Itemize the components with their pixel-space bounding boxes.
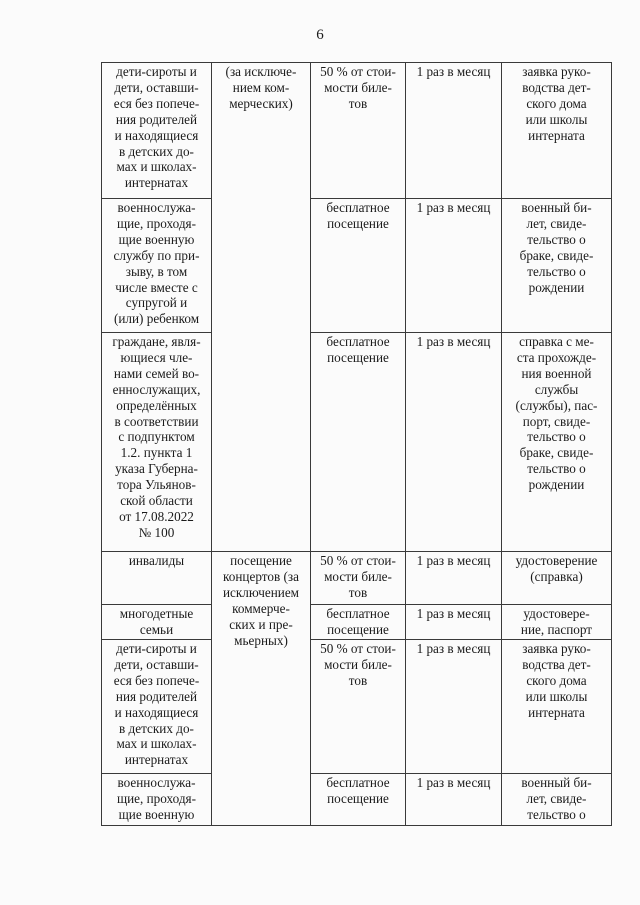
frequency-cell [406,640,502,774]
cell-line: (за исключе- [225,64,297,79]
cell-line: заявка руко- [522,641,591,656]
category-cell [102,333,212,552]
table-row [102,552,612,605]
cell-line: в детских до- [119,720,194,736]
cell-line: еся без попече- [113,672,200,688]
cell-line: ние, паспорт [520,621,593,637]
cell-line: щие военную [118,806,195,822]
cell-line: ста прохожде- [516,349,597,365]
cell-line: 50 % от стои- [320,641,396,656]
cell-line: в детских до- [119,143,194,159]
cell-line: 1 раз в месяц [416,64,491,79]
cell-line: рождении [528,477,585,493]
cell-line: коммерче- [232,600,290,616]
cell-line: рождении [528,279,585,295]
cell-line: мости биле- [324,568,392,584]
cell-line: ских и пре- [229,616,293,632]
cell-line: ния родителей [115,688,198,704]
frequency-cell [406,63,502,199]
cell-line: или школы [525,111,588,127]
cell-line: щие, проходя- [116,215,197,231]
cell-line: (службы), пас- [515,397,598,413]
cell-line: числе вместе с [115,279,198,295]
cell-line: семьи [139,621,174,637]
cell-line: военнослужа- [117,200,196,215]
cell-line: или школы [525,688,588,704]
document-cell [502,605,612,640]
cell-line: мости биле- [324,79,392,95]
cell-line: удостоверение [515,553,598,568]
cell-line: посещение [327,621,389,637]
frequency-cell [406,605,502,640]
cell-line: бесплатное [326,200,390,215]
cell-line: определённых [116,397,197,413]
cell-line: 1 раз в месяц [416,641,491,656]
frequency-cell [406,199,502,333]
cell-line: 50 % от стои- [320,553,396,568]
table-row [102,63,612,199]
cell-line: щие, проходя- [116,790,197,806]
cell-line: многодетные [119,606,194,621]
document-cell [502,640,612,774]
cell-line: тельство о [527,429,586,445]
table-row [102,333,612,552]
table-row [102,199,612,333]
service-cell [212,63,311,552]
cell-line: 1 раз в месяц [416,334,491,349]
cell-line: 1.2. пункта 1 [120,445,193,461]
cell-line: нием ком- [232,79,290,95]
cell-line: ющиеся чле- [120,349,193,365]
document-cell [502,333,612,552]
cell-line: от 17.08.2022 [119,508,194,524]
cell-line: инвалиды [128,553,185,568]
document-cell [502,774,612,826]
cell-line: концертов (за [223,568,299,584]
table-row [102,605,612,640]
cell-line: тельство о [527,231,586,247]
cell-line: щие военную [118,231,195,247]
cell-line: ния военной [521,365,592,381]
discount-cell [311,640,406,774]
cell-line: супругой и [125,295,188,311]
cell-line: тельство о [527,806,586,822]
cell-line: тов [348,672,368,688]
cell-line: (справка) [530,568,583,584]
cell-line: указа Губерна- [115,461,198,477]
cell-line: службу по при- [113,247,200,263]
discount-cell [311,552,406,605]
cell-line: мах и школах- [116,736,197,752]
cell-line: справка с ме- [519,334,594,349]
cell-line: посещение [327,349,389,365]
frequency-cell [406,552,502,605]
cell-line: браке, свиде- [519,445,594,461]
cell-line: военнослужа- [117,775,196,790]
cell-line: тов [348,584,368,600]
category-cell [102,63,212,199]
cell-line: бесплатное [326,334,390,349]
cell-line: заявка руко- [522,64,591,79]
discount-cell [311,605,406,640]
cell-line: службы [534,381,579,397]
frequency-cell [406,333,502,552]
cell-line: посещение [327,790,389,806]
page-number: 6 [316,27,324,43]
cell-line: интерната [528,704,585,720]
category-cell [102,552,212,605]
cell-line: водства дет- [522,79,591,95]
benefits-table [101,62,612,826]
cell-line: мерческих) [229,95,293,111]
document-cell [502,63,612,199]
cell-line: 1 раз в месяц [416,775,491,790]
cell-line: дети-сироты и [116,64,197,79]
cell-line: тельство о [527,263,586,279]
cell-line: нами семей во- [113,365,200,381]
cell-line: ния родителей [115,111,198,127]
cell-line: 1 раз в месяц [416,553,491,568]
category-cell [102,774,212,826]
cell-line: 50 % от стои- [320,64,396,79]
cell-line: дети, оставши- [114,656,199,672]
discount-cell [311,199,406,333]
cell-line: бесплатное [326,775,390,790]
frequency-cell [406,774,502,826]
cell-line: ского дома [526,95,587,111]
cell-line: тора Ульянов- [117,477,196,493]
cell-line: дети, оставши- [114,79,199,95]
discount-cell [311,333,406,552]
cell-line: зыву, в том [125,263,188,279]
discount-cell [311,774,406,826]
cell-line: № 100 [138,524,175,540]
cell-line: граждане, явля- [112,334,201,349]
cell-line: в соответствии [114,413,199,429]
cell-line: удостовере- [523,606,590,621]
table-row [102,774,612,826]
cell-line: интернатах [124,752,189,768]
service-cell [212,552,311,826]
cell-line: тов [348,95,368,111]
table-row [102,640,612,774]
cell-line: водства дет- [522,656,591,672]
cell-line: посещение [230,553,292,568]
cell-line: мах и школах- [116,159,197,175]
category-cell [102,640,212,774]
cell-line: 1 раз в месяц [416,606,491,621]
cell-line: браке, свиде- [519,247,594,263]
cell-line: (или) ребенком [113,311,200,327]
discount-cell [311,63,406,199]
cell-line: ской области [120,493,193,509]
cell-line: дети-сироты и [116,641,197,656]
cell-line: мости биле- [324,656,392,672]
cell-line: военный би- [521,775,592,790]
category-cell [102,605,212,640]
cell-line: еннослужащих, [112,381,201,397]
cell-line: военный би- [521,200,592,215]
cell-line: интерната [528,127,585,143]
category-cell [102,199,212,333]
cell-line: еся без попече- [113,95,200,111]
cell-line: лет, свиде- [526,790,587,806]
cell-line: порт, свиде- [522,413,591,429]
cell-line: 1 раз в месяц [416,200,491,215]
document-cell [502,199,612,333]
cell-line: исключением [222,584,300,600]
cell-line: и находящиеся [114,127,199,143]
cell-line: лет, свиде- [526,215,587,231]
cell-line: тельство о [527,461,586,477]
document-cell [502,552,612,605]
cell-line: ского дома [526,672,587,688]
cell-line: бесплатное [326,606,390,621]
cell-line: посещение [327,215,389,231]
cell-line: с подпунктом [118,429,195,445]
cell-line: и находящиеся [114,704,199,720]
cell-line: интернатах [124,175,189,191]
cell-line: мьерных) [234,632,288,648]
